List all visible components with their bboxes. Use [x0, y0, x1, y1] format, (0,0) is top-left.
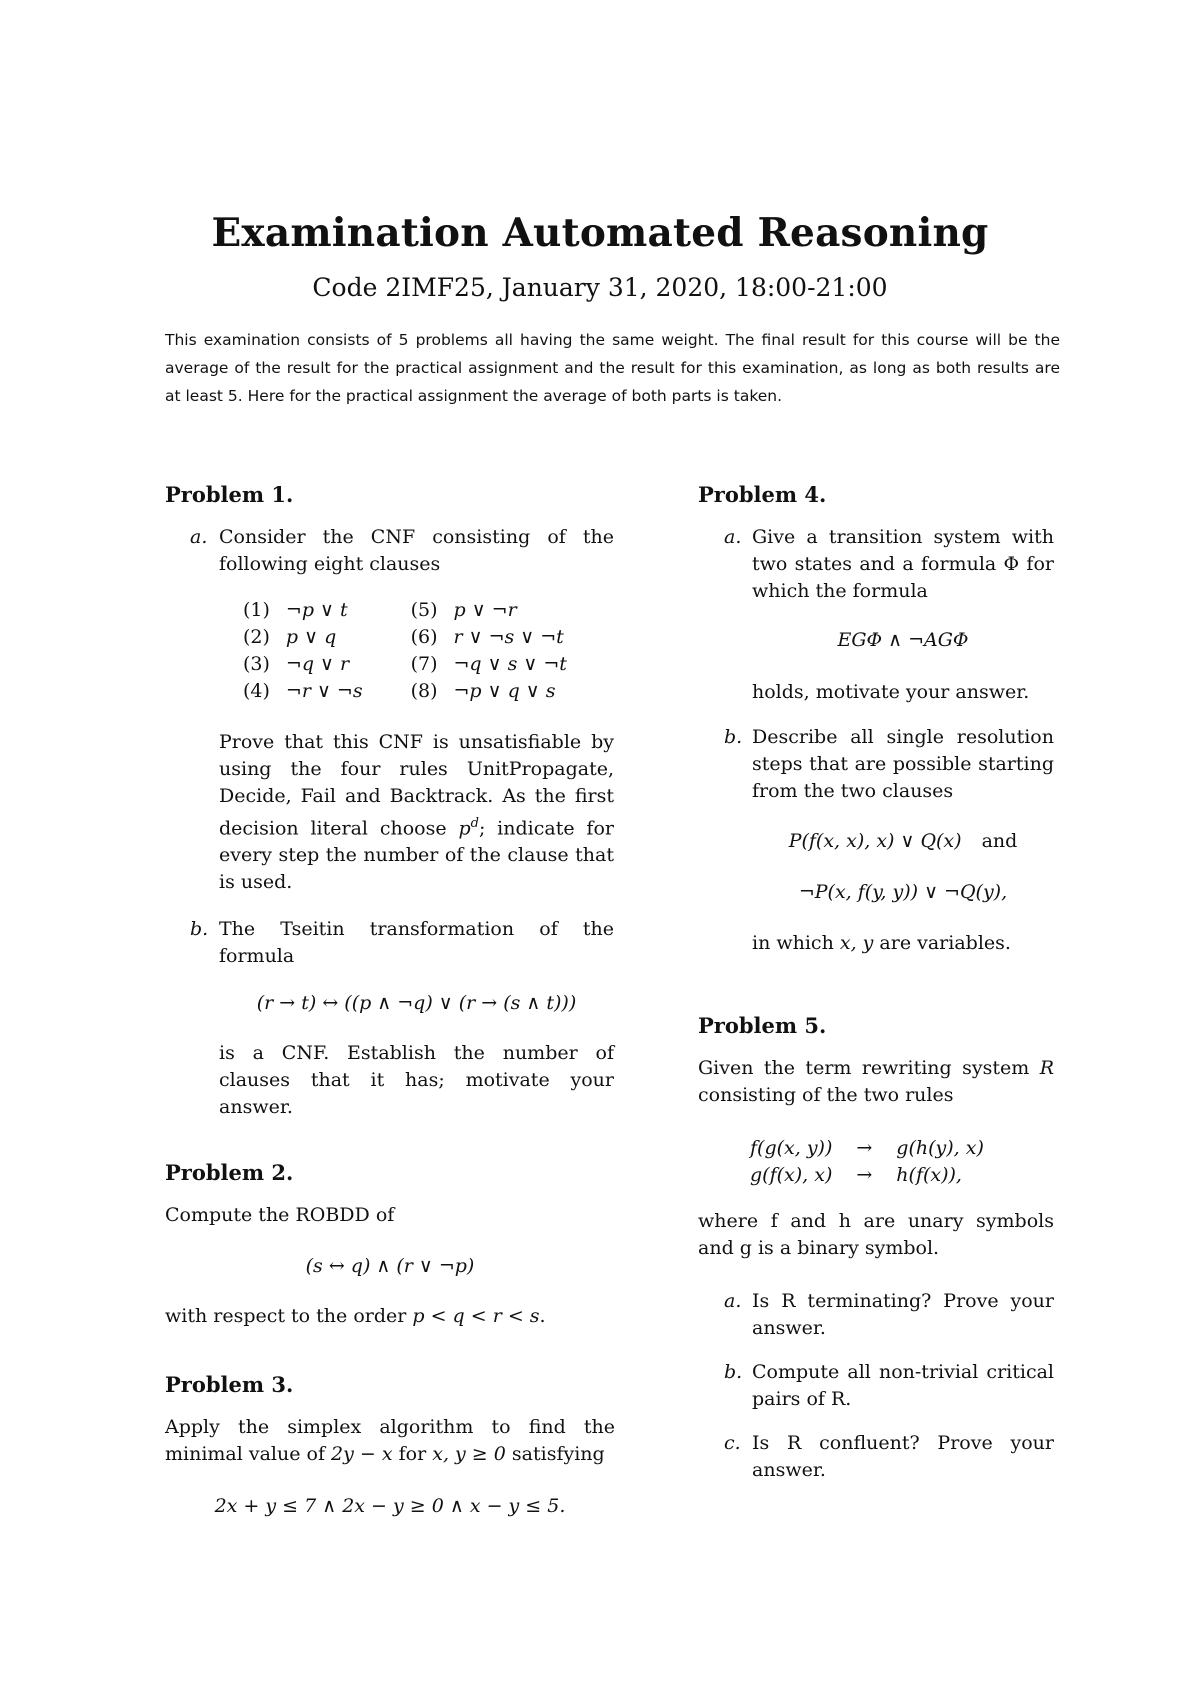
problem-5-heading: Problem 5. — [698, 1013, 827, 1038]
problem-5-text-2: where f and h are unary symbols and g is a binary symbol. — [698, 1210, 1054, 1259]
rule-rhs: g(h(y), x) — [896, 1136, 984, 1159]
problem-5a-label: a. — [724, 1290, 742, 1312]
clause-formula: ¬r ∨ ¬s — [285, 679, 363, 702]
problem-4b-label: b. — [724, 726, 743, 748]
clause-number: (3) — [243, 652, 270, 675]
problem-4b-text-2: in which x, y are variables. — [752, 932, 1011, 954]
clause-number: (4) — [243, 679, 270, 702]
clause-number: (7) — [410, 652, 438, 675]
rewrite-rules — [738, 1134, 996, 1188]
rule-lhs: f(g(x, y)) — [750, 1136, 833, 1159]
problem-2-heading: Problem 2. — [165, 1160, 294, 1185]
problem-5c-label: c. — [724, 1432, 741, 1454]
problem-4a-label: a. — [724, 526, 742, 548]
ctl-formula: EGΦ ∧ ¬AGΦ — [837, 629, 969, 651]
problem-4a-text-2: holds, motivate your answer. — [752, 681, 1030, 703]
page-title: Examination Automated Reasoning — [211, 210, 989, 256]
rule-lhs: g(f(x), x) — [750, 1163, 833, 1186]
problem-4a-text: Give a transition system with two states and a formula Φ for which the formula — [752, 526, 1054, 602]
clause-formula: ¬p ∨ q ∨ s — [453, 679, 556, 702]
problem-1a-instructions: Prove that this CNF is unsatisfiable by using the four rules UnitPropagate, Decide, Fail and Backtrack. As the first decision literal choose $p^d$; indicate for every step the number of the clause that is used. — [219, 731, 614, 894]
problem-1-heading: Problem 1. — [165, 482, 294, 507]
clause-formula: ¬p ∨ t — [285, 598, 348, 621]
clause-table — [243, 596, 615, 704]
problem-1b-text: The Tseitin transformation of the formula — [219, 918, 614, 967]
tseitin-formula: (r → t) ↔ ((p ∧ ¬q) ∨ (r → (s ∧ t))) — [256, 992, 577, 1014]
problem-2-text-2: with respect to the order p < q < r < s. — [165, 1305, 546, 1327]
problem-5c-text: Is R confluent? Prove your answer. — [752, 1432, 1054, 1481]
clause-formula: ¬q ∨ s ∨ ¬t — [453, 652, 567, 675]
clause-formula: r ∨ ¬s ∨ ¬t — [453, 625, 564, 648]
rule-arrow: → — [856, 1163, 873, 1186]
clause-number: (6) — [410, 625, 438, 648]
rewrite-rule — [738, 1134, 996, 1161]
simplex-constraints: 2x + y ≤ 7 ∧ 2x − y ≥ 0 ∧ x − y ≤ 5. — [214, 1495, 566, 1517]
problem-4-heading: Problem 4. — [698, 482, 827, 507]
robdd-formula: (s ↔ q) ∧ (r ∨ ¬p) — [305, 1255, 475, 1277]
problem-4b-text: Describe all single resolution steps that are possible starting from the two clauses — [752, 726, 1054, 802]
clause-formula: p ∨ ¬r — [453, 598, 517, 621]
clause-number: (2) — [243, 625, 270, 648]
problem-1a-label: a. — [190, 526, 208, 548]
problem-2-text: Compute the ROBDD of — [165, 1204, 395, 1226]
resolution-clause-1: P(f(x, x), x) ∨ Q(x) and — [788, 830, 1018, 852]
problem-1b-label: b. — [190, 918, 209, 940]
problem-1a-text: Consider the CNF consisting of the following eight clauses — [219, 526, 614, 575]
clause-formula: p ∨ q — [285, 625, 337, 648]
clause-number: (5) — [410, 598, 438, 621]
clause-number: (1) — [243, 598, 270, 621]
problem-5b-label: b. — [724, 1361, 743, 1383]
problem-3-text: Apply the simplex algorithm to find the minimal value of 2y − x for x, y ≥ 0 satisfying — [165, 1416, 615, 1465]
rewrite-rule — [738, 1161, 996, 1188]
rule-rhs: h(f(x)), — [896, 1163, 962, 1186]
clause-number: (8) — [410, 679, 438, 702]
rule-arrow: → — [856, 1136, 873, 1159]
problem-1b-text-2: is a CNF. Establish the number of clauses that it has; motivate your answer. — [219, 1042, 614, 1118]
problem-5a-text: Is R terminating? Prove your answer. — [752, 1290, 1054, 1339]
exam-subtitle: Code 2IMF25, January 31, 2020, 18:00-21:00 — [312, 273, 888, 302]
intro-paragraph: This examination consists of 5 problems all having the same weight. The final result for this course will be the average of the result for the practical assignment and the result for this examination, as long as both results are at least 5. Here for the practical assignment the average of both parts is taken. — [165, 331, 1060, 405]
clause-formula: ¬q ∨ r — [285, 652, 350, 675]
problem-3-heading: Problem 3. — [165, 1372, 294, 1397]
resolution-clause-2: ¬P(x, f(y, y)) ∨ ¬Q(y), — [798, 881, 1008, 903]
problem-5-text: Given the term rewriting system R consisting of the two rules — [698, 1057, 1054, 1106]
problem-5b-text: Compute all non-trivial critical pairs of R. — [752, 1361, 1054, 1410]
